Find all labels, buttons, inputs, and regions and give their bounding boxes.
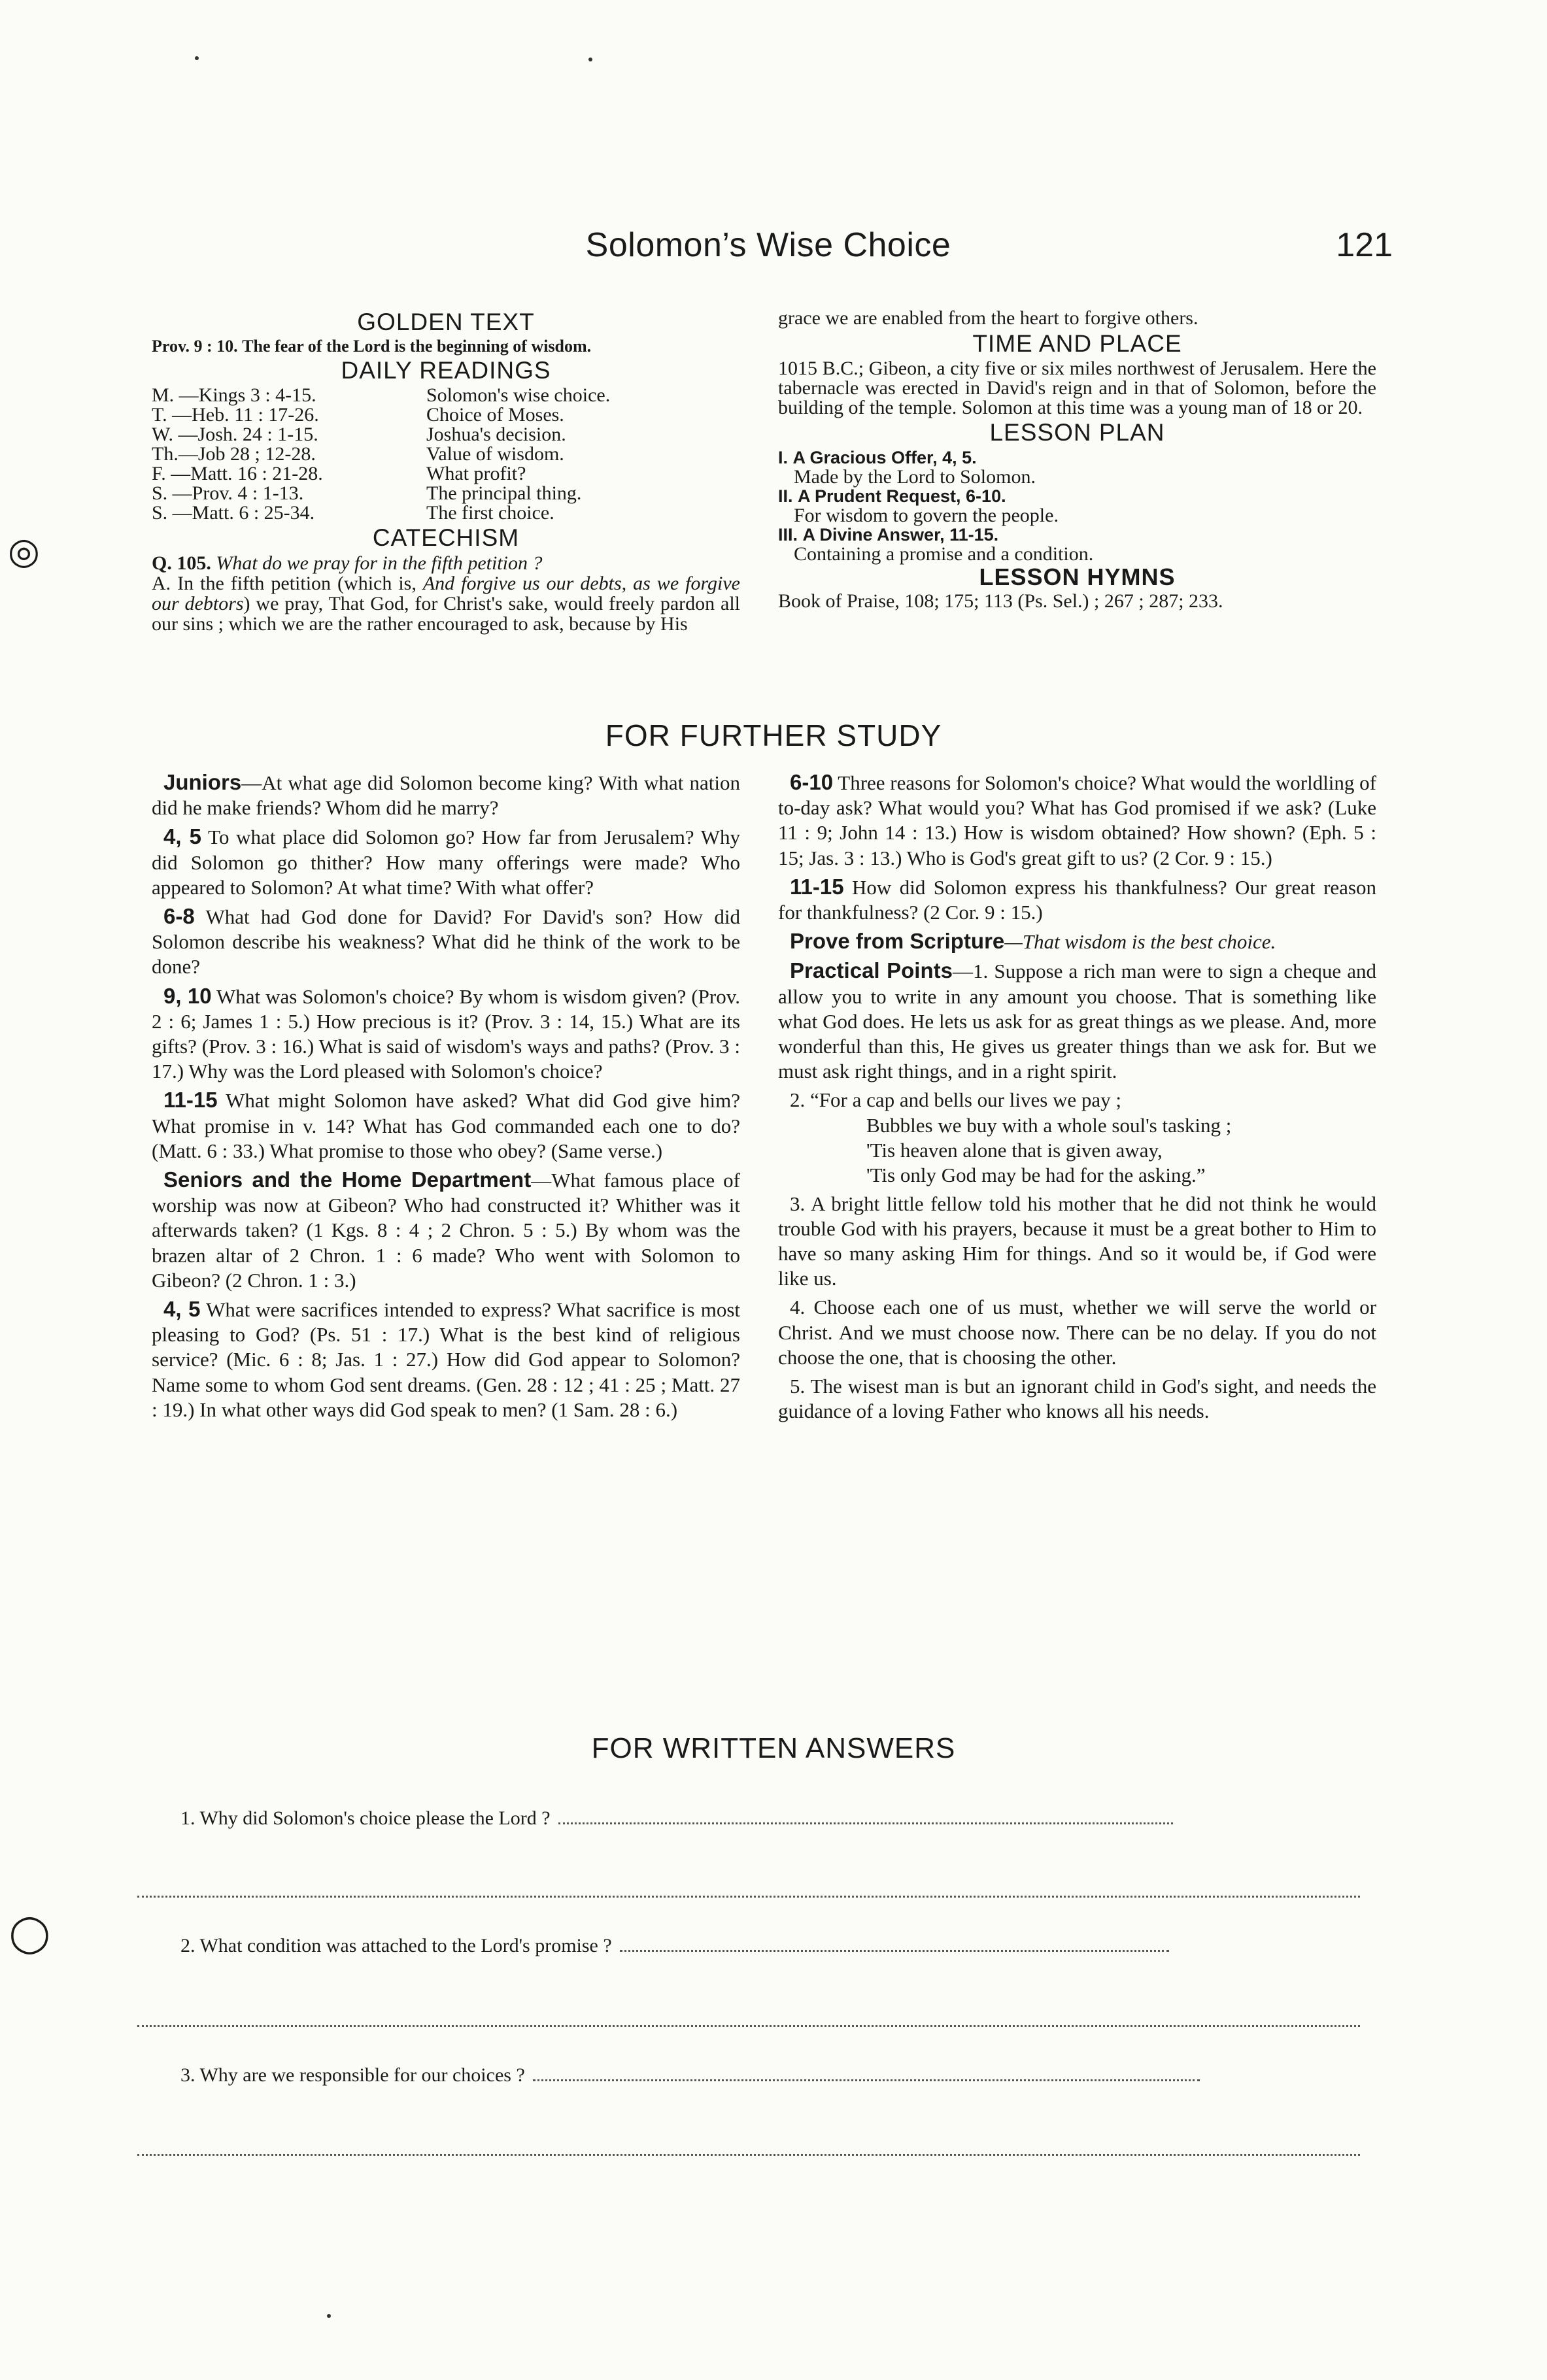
lesson-plan-item	[778, 486, 1376, 525]
study-label: 9, 10	[163, 983, 212, 1008]
further-study-heading: FOR FURTHER STUDY	[605, 718, 942, 752]
page-number: 121	[1336, 226, 1393, 264]
study-text: What was Solomon's choice? By whom is wisdom given? (Prov. 2 : 6; James 1 : 5.) How precious is it? (Prov. 3 : 14, 15.) What are its gifts? (Prov. 3 : 16.) What is said of wisdom's ways and paths? (Prov. 3 : 17.) Why was the Lord pleased with Solomon's choice?	[152, 984, 740, 1083]
reading-title: Solomon's wise choice.	[426, 384, 611, 406]
golden-text	[152, 337, 740, 356]
answer-line[interactable]	[533, 2073, 1200, 2081]
study-label: Juniors	[163, 770, 242, 794]
reading-title: The first choice.	[426, 502, 554, 524]
lesson-hymns-heading: LESSON HYMNS	[979, 563, 1176, 590]
catechism-answer-italic: And forgive us our debts, as we forgive our debtors	[152, 573, 740, 614]
practical-point-5: 5. The wisest man is but an ignorant child in God's sight, and needs the guidance of a loving Father who knows all his needs.	[778, 1375, 1376, 1423]
reading-ref: T. —Heb. 11 : 17-26.	[152, 404, 319, 426]
written-question-2	[180, 1935, 1169, 1957]
study-text: How did Solomon express his thankfulness? Our great reason for thankfulness? (2 Cor. 9 : 15.)	[778, 875, 1376, 924]
written-answers-heading: FOR WRITTEN ANSWERS	[591, 1732, 956, 1764]
poem-line: 'Tis only God may be had for the asking.”	[866, 1163, 1206, 1186]
plan-title: A Divine Answer, 11-15.	[802, 525, 999, 545]
reading-title: Joshua's decision.	[426, 424, 566, 445]
practical-point-2: 2. “For a cap and bells our lives we pay ;	[790, 1088, 1122, 1112]
study-label: 4, 5	[163, 1297, 201, 1322]
further-study-right-column	[778, 770, 1376, 1428]
answer-line[interactable]	[620, 1943, 1169, 1952]
catechism-heading: CATECHISM	[372, 524, 520, 551]
time-place-heading: TIME AND PLACE	[972, 330, 1182, 357]
further-study-left-column	[152, 770, 740, 1426]
plan-sub: For wisdom to govern the people.	[794, 505, 1059, 526]
lesson-plan-heading: LESSON PLAN	[989, 419, 1165, 446]
lesson-hymns-text: Book of Praise, 108; 175; 113 (Ps. Sel.) ; 267 ; 287; 233.	[778, 590, 1223, 612]
plan-title: A Gracious Offer, 4, 5.	[792, 448, 977, 467]
study-text: —What famous place of worship was now at Gibeon? Who had constructed it? Whither was it afterwards taken? (1 Kgs. 8 : 4 ; 2 Chron. 5 : 5.) By whom was the brazen altar of 2 Chron. 1 : 6 made? Who went with Solomon to Gibeon? (2 Chron. 1 : 3.)	[152, 1169, 740, 1292]
golden-text-reference: Prov. 9 : 10.	[152, 337, 238, 356]
plan-num: III.	[778, 525, 798, 545]
catechism-answer-a: A. In the fifth petition (which is,	[152, 573, 423, 594]
scan-speck	[588, 58, 592, 61]
practical-point-4: 4. Choose each one of us must, whether we will serve the world or Christ. And we must choose now. There can be no delay. If you do not choose the one, that is choosing the other.	[778, 1296, 1376, 1369]
poem-line: 'Tis heaven alone that is given away,	[866, 1138, 1163, 1162]
lesson-plan-item	[778, 525, 1376, 563]
practical-label: Practical Points	[790, 958, 953, 983]
practical-point-3: 3. A bright little fellow told his mother that he did not think he would trouble God with his prayers, because it must be a great bother to Him to have so many asking Him for things. And so it would be, if God were like us.	[778, 1192, 1376, 1290]
answer-line[interactable]	[558, 1816, 1173, 1824]
study-text: To what place did Solomon go? How far from Jerusalem? Why did Solomon go thither? How many offerings were made? Who appeared to Solomon? At what time? With what offer?	[152, 826, 740, 899]
study-label: 6-10	[790, 770, 834, 794]
reading-ref: W. —Josh. 24 : 1-15.	[152, 424, 318, 445]
study-text: What had God done for David? For David's son? How did Solomon describe his weakness? What did he think of the work to be done?	[152, 905, 740, 979]
lesson-plan-item	[778, 448, 1376, 486]
plan-sub: Containing a promise and a condition.	[794, 543, 1094, 565]
prove-text: —That wisdom is the best choice.	[1004, 930, 1276, 954]
prove-paragraph	[778, 929, 1376, 954]
scan-speck	[195, 56, 199, 60]
study-paragraph	[152, 984, 740, 1084]
study-label: Seniors and the Home Department	[163, 1167, 532, 1192]
reading-ref: M. —Kings 3 : 4-15.	[152, 384, 316, 406]
plan-num: II.	[778, 486, 793, 506]
golden-text-heading: GOLDEN TEXT	[357, 309, 535, 335]
daily-readings-list	[152, 386, 740, 523]
study-text: What might Solomon have asked? What did God give him? What promise in v. 14? What has God commanded each one to do? (Matt. 6 : 33.) What promise to those who obey? (Same verse.)	[152, 1089, 740, 1162]
continued-text: grace we are enabled from the heart to forgive others.	[778, 307, 1198, 329]
catechism-answer	[152, 573, 740, 634]
written-question-text: 1. Why did Solomon's choice please the Lord ?	[180, 1807, 551, 1829]
study-text: Three reasons for Solomon's choice? What would the worldling of to-day ask? What would you? What has God promised if we ask? (Luke 11 : 9; John 14 : 13.) How is wisdom obtained? How shown? (Eph. 5 : 15; Jas. 3 : 13.) Who is God's great gift to us? (2 Cor. 9 : 15.)	[778, 771, 1376, 869]
catechism-q-text: What do we pray for in the fifth petition ?	[216, 552, 543, 574]
practical-text: —1. Suppose a rich man were to sign a cheque and allow you to write in any amount you choose. That is something like what God does. He lets us ask for as great things as we please. And, more wonderful than this, He gives us greater things than we ask for. But we must ask right things, and in a right spirit.	[778, 960, 1376, 1083]
reading-title: What profit?	[426, 463, 526, 484]
answer-line[interactable]	[137, 2025, 1360, 2027]
plan-title: A Prudent Request, 6-10.	[798, 486, 1006, 506]
reading-ref: Th.—Job 28 ; 12-28.	[152, 443, 316, 465]
study-label: 11-15	[790, 874, 844, 899]
study-label: 6-8	[163, 904, 195, 929]
daily-readings-heading: DAILY READINGS	[341, 357, 551, 384]
study-label: 4, 5	[163, 824, 202, 849]
catechism-q-label: Q. 105.	[152, 552, 211, 574]
study-paragraph	[152, 824, 740, 900]
plan-num: I.	[778, 448, 789, 467]
answer-line[interactable]	[137, 1896, 1360, 1898]
left-top-column	[152, 307, 740, 634]
written-question-3	[180, 2064, 1200, 2087]
practical-point-1	[778, 958, 1376, 1084]
reading-title: Choice of Moses.	[426, 404, 564, 426]
study-paragraph	[778, 770, 1376, 871]
right-top-column	[778, 307, 1376, 612]
poem-line: Bubbles we buy with a whole soul's tasking ;	[866, 1113, 1232, 1137]
scan-speck	[327, 2314, 331, 2318]
catechism-question	[152, 553, 740, 573]
written-question-1	[180, 1807, 1173, 1830]
study-paragraph	[152, 1167, 740, 1293]
binding-hole-mark: ◎	[8, 531, 40, 572]
study-paragraph	[152, 1297, 740, 1422]
study-paragraph	[152, 904, 740, 980]
golden-text-body: The fear of the Lord is the beginning of wisdom.	[242, 337, 592, 356]
study-text: —At what age did Solomon become king? With what nation did he make friends? Whom did he marry?	[152, 771, 740, 820]
plan-sub: Made by the Lord to Solomon.	[794, 466, 1036, 488]
written-question-text: 2. What condition was attached to the Lord's promise ?	[180, 1935, 612, 1956]
catechism-answer-b: ) we pray, That God, for Christ's sake, would freely pardon all our sins ; which we are the rather encouraged to ask, because by His	[152, 593, 740, 635]
running-title: Solomon’s Wise Choice	[585, 226, 951, 264]
poem	[778, 1113, 1376, 1188]
prove-label: Prove from Scripture	[790, 929, 1005, 954]
reading-ref: S. —Matt. 6 : 25-34.	[152, 502, 315, 524]
study-label: 11-15	[163, 1088, 218, 1113]
reading-title: The principal thing.	[426, 482, 582, 504]
study-paragraph	[152, 1088, 740, 1164]
reading-title: Value of wisdom.	[426, 443, 564, 465]
answer-line[interactable]	[137, 2154, 1360, 2156]
study-paragraph	[152, 770, 740, 820]
study-text: What were sacrifices intended to express? What sacrifice is most pleasing to God? (Ps. 51 : 17.) What is the best kind of religious service? (Mic. 6 : 8; Jas. 1 : 27.) How did God appear to Solomon? Name some to whom God sent dreams. (Gen. 28 : 12 ; 41 : 25 ; Matt. 27 : 19.) In what other ways did God speak to men? (1 Sam. 28 : 6.)	[152, 1298, 741, 1421]
reading-ref: S. —Prov. 4 : 1-13.	[152, 482, 304, 504]
reading-ref: F. —Matt. 16 : 21-28.	[152, 463, 323, 484]
binding-hole-mark: ◯	[9, 1913, 50, 1954]
time-place-text: 1015 B.C.; Gibeon, a city five or six miles northwest of Jerusalem. Here the tabernacle was erected in David's reign and in that of Solomon, before the building of the temple. Solomon at this time was a young man of 18 or 20.	[778, 358, 1376, 418]
study-paragraph	[778, 875, 1376, 925]
written-question-text: 3. Why are we responsible for our choices ?	[180, 2064, 525, 2086]
